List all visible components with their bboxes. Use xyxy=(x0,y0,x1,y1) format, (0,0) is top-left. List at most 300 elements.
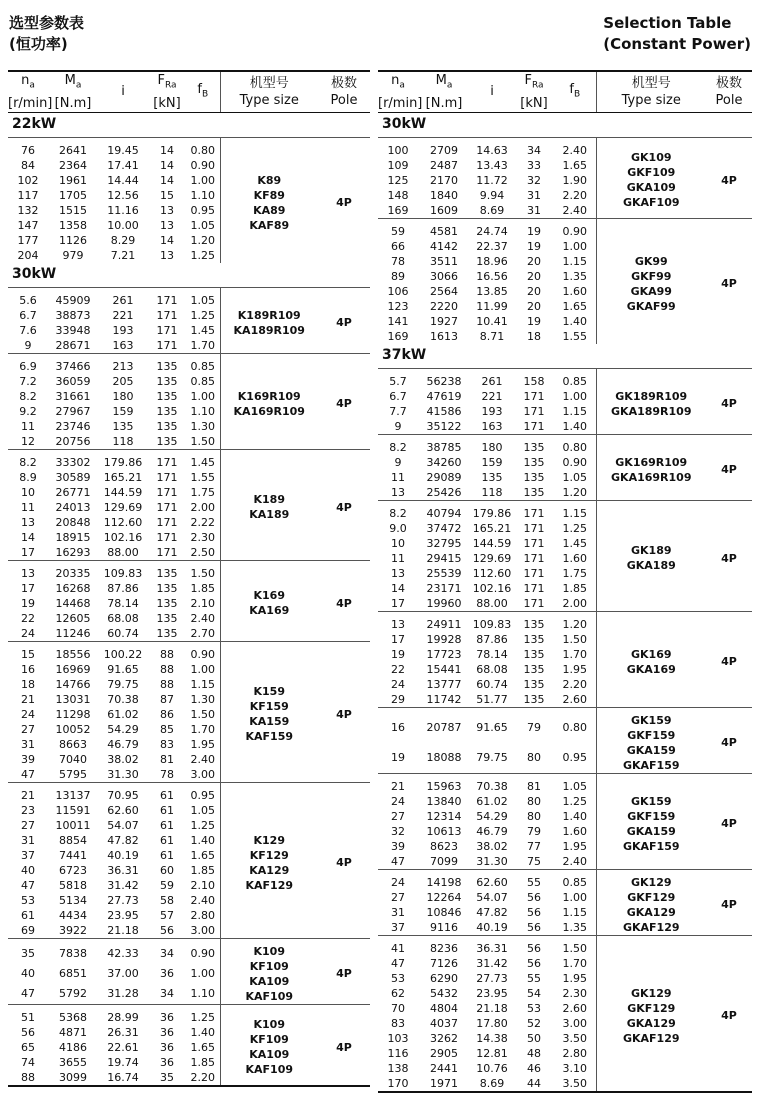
fb-value: 1.40 xyxy=(190,1025,215,1039)
pole-value: 4P xyxy=(336,316,352,330)
ratio-value: 180 xyxy=(481,440,503,454)
ratio-value: 135 xyxy=(112,419,134,433)
header-na-subscript: a xyxy=(399,80,405,91)
fb-value: 1.85 xyxy=(190,1055,215,1069)
header-pole-en: Pole xyxy=(330,92,358,108)
na-value: 24 xyxy=(391,794,405,808)
ma-value: 2564 xyxy=(430,284,458,298)
fb-value: 1.00 xyxy=(562,389,587,403)
ma-value: 1515 xyxy=(59,203,87,217)
ratio-value: 36.31 xyxy=(107,863,139,877)
table-row xyxy=(8,944,370,964)
type-size-cell xyxy=(596,779,706,870)
type-size-name: KAF159 xyxy=(245,730,293,744)
fra-value: 57 xyxy=(160,908,174,922)
fra-value: 14 xyxy=(160,233,174,247)
ma-value: 5134 xyxy=(59,893,87,907)
type-size-name: GKA159 xyxy=(626,743,676,757)
ratio-value: 91.65 xyxy=(476,720,508,734)
fb-value: 1.20 xyxy=(190,233,215,247)
fra-value: 171 xyxy=(523,536,545,550)
ratio-value: 8.69 xyxy=(479,1076,505,1090)
fra-value: 34 xyxy=(160,987,174,1001)
fra-value: 36 xyxy=(160,1010,174,1024)
ratio-value: 91.65 xyxy=(107,662,139,676)
ratio-value: 261 xyxy=(112,293,134,307)
ratio-value: 78.14 xyxy=(107,596,139,610)
fb-value: 1.45 xyxy=(190,323,215,337)
ratio-value: 26.31 xyxy=(107,1025,139,1039)
pole-value: 4P xyxy=(336,967,352,981)
ma-value: 979 xyxy=(62,248,84,262)
ma-value: 6723 xyxy=(59,863,87,877)
ma-value: 5818 xyxy=(59,878,87,892)
ma-value: 13777 xyxy=(426,677,462,691)
fb-value: 1.15 xyxy=(562,404,587,418)
fb-value: 0.90 xyxy=(190,158,215,172)
ma-value: 45909 xyxy=(55,293,91,307)
na-value: 27 xyxy=(391,890,405,904)
fra-value: 135 xyxy=(156,596,178,610)
fb-value: 1.05 xyxy=(562,779,587,793)
ma-value: 34260 xyxy=(426,455,462,469)
na-value: 31 xyxy=(21,737,35,751)
title-chinese xyxy=(9,13,84,55)
fb-value: 2.80 xyxy=(190,908,215,922)
ratio-value: 60.74 xyxy=(476,677,508,691)
ratio-value: 16.74 xyxy=(107,1070,139,1084)
header-type xyxy=(220,71,318,112)
ma-value: 3066 xyxy=(430,269,458,283)
ma-value: 3922 xyxy=(59,923,87,937)
na-value: 8.2 xyxy=(19,455,37,469)
fb-value: 1.25 xyxy=(190,818,215,832)
ma-value: 2487 xyxy=(430,158,458,172)
table-row xyxy=(8,647,370,662)
na-value: 102 xyxy=(17,173,39,187)
ratio-value: 38.02 xyxy=(107,752,139,766)
table-row xyxy=(8,788,370,803)
fb-value: 1.95 xyxy=(562,971,587,985)
ma-value: 6290 xyxy=(430,971,458,985)
fb-value: 1.85 xyxy=(190,581,215,595)
fra-value: 20 xyxy=(527,299,541,313)
ratio-value: 27.73 xyxy=(107,893,139,907)
fb-value: 1.55 xyxy=(190,470,215,484)
ma-value: 1358 xyxy=(59,218,87,232)
ratio-value: 221 xyxy=(112,308,134,322)
header-row xyxy=(378,71,752,112)
ratio-value: 68.08 xyxy=(107,611,139,625)
table-header xyxy=(8,71,370,112)
ratio-value: 109.83 xyxy=(103,566,143,580)
ma-value: 41586 xyxy=(426,404,462,418)
fb-value: 1.15 xyxy=(562,905,587,919)
fra-value: 135 xyxy=(523,632,545,646)
table-row xyxy=(378,875,752,890)
ratio-value: 16.56 xyxy=(476,269,508,283)
fb-value: 1.25 xyxy=(562,794,587,808)
type-size-name: K129 xyxy=(253,833,285,847)
ma-value: 20848 xyxy=(55,515,91,529)
na-value: 16 xyxy=(21,662,35,676)
fra-value: 171 xyxy=(156,485,178,499)
ratio-value: 38.02 xyxy=(476,839,508,853)
ma-value: 28671 xyxy=(55,338,91,352)
na-value: 78 xyxy=(391,254,405,268)
na-value: 6.7 xyxy=(389,389,407,403)
fb-value: 1.40 xyxy=(562,419,587,433)
fra-value: 31 xyxy=(527,188,541,202)
fra-value: 55 xyxy=(527,875,541,889)
na-value: 21 xyxy=(21,692,35,706)
fra-value: 135 xyxy=(523,692,545,706)
na-value: 17 xyxy=(391,596,405,610)
header-i-symbol: i xyxy=(121,84,125,100)
na-value: 18 xyxy=(21,677,35,691)
type-size-name: K169R109 xyxy=(237,389,301,403)
fra-value: 171 xyxy=(523,404,545,418)
power-section-row xyxy=(8,263,370,288)
ma-value: 1613 xyxy=(430,329,458,343)
pole-value: 4P xyxy=(721,655,737,669)
na-value: 132 xyxy=(17,203,39,217)
na-value: 47 xyxy=(391,956,405,970)
na-value: 24 xyxy=(21,707,35,721)
ratio-value: 23.95 xyxy=(476,986,508,1000)
pole-value: 4P xyxy=(721,463,737,477)
type-size-name: GKA159 xyxy=(626,824,676,838)
ma-value: 13840 xyxy=(426,794,462,808)
ma-value: 33948 xyxy=(55,323,91,337)
ma-value: 10846 xyxy=(426,905,462,919)
type-size-name: KF159 xyxy=(249,700,289,714)
pole-value: 4P xyxy=(336,596,352,610)
ratio-value: 21.18 xyxy=(107,923,139,937)
type-size-name: KA159 xyxy=(249,715,290,729)
fra-value: 80 xyxy=(527,750,541,764)
fra-value: 85 xyxy=(160,722,174,736)
table-row xyxy=(378,440,752,455)
ma-value: 25539 xyxy=(426,566,462,580)
table-row xyxy=(378,224,752,239)
header-na-unit: [r/min] xyxy=(8,95,53,111)
fra-value: 171 xyxy=(523,419,545,433)
ma-value: 2220 xyxy=(430,299,458,313)
ma-value: 12605 xyxy=(55,611,91,625)
type-size-name: KA169 xyxy=(249,604,290,618)
ratio-value: 11.16 xyxy=(107,203,139,217)
header-pole-cn: 极数 xyxy=(715,75,742,91)
na-value: 6.7 xyxy=(19,308,37,322)
ma-value: 12264 xyxy=(426,890,462,904)
ratio-value: 22.37 xyxy=(476,239,508,253)
fb-value: 2.22 xyxy=(190,515,215,529)
type-size-name: KA189R109 xyxy=(233,323,305,337)
na-value: 17 xyxy=(391,632,405,646)
power-section-label: 30kW xyxy=(8,263,370,288)
na-value: 70 xyxy=(391,1001,405,1015)
ratio-value: 79.75 xyxy=(107,677,139,691)
fb-value: 1.65 xyxy=(190,848,215,862)
ratio-value: 10.41 xyxy=(476,314,508,328)
pole-value: 4P xyxy=(336,196,352,210)
fb-value: 1.20 xyxy=(562,485,587,499)
fb-value: 1.15 xyxy=(190,677,215,691)
ma-value: 37466 xyxy=(55,359,91,373)
fra-value: 171 xyxy=(156,293,178,307)
ma-value: 1609 xyxy=(430,203,458,217)
fb-value: 1.40 xyxy=(562,314,587,328)
header-fra xyxy=(148,71,186,112)
fra-value: 35 xyxy=(160,1070,174,1084)
fra-value: 48 xyxy=(527,1046,541,1060)
na-value: 15 xyxy=(21,647,35,661)
na-value: 12 xyxy=(21,434,35,448)
ma-value: 4037 xyxy=(430,1016,458,1030)
fb-value: 1.00 xyxy=(562,890,587,904)
fra-value: 135 xyxy=(523,455,545,469)
header-na-symbol: n xyxy=(21,73,30,88)
fra-value: 54 xyxy=(527,986,541,1000)
fb-value: 2.60 xyxy=(562,1001,587,1015)
table-row xyxy=(378,143,752,158)
title-cn-line1: 选型参数表 xyxy=(9,14,85,32)
fra-value: 81 xyxy=(160,752,174,766)
na-value: 204 xyxy=(17,248,39,262)
na-value: 117 xyxy=(17,188,39,202)
header-fb-symbol: f xyxy=(569,81,574,97)
ma-value: 1961 xyxy=(59,173,87,187)
ma-value: 24013 xyxy=(55,500,91,514)
fra-value: 135 xyxy=(156,611,178,625)
type-size-cell xyxy=(596,440,706,501)
ratio-value: 261 xyxy=(481,374,503,388)
na-value: 8.2 xyxy=(389,440,407,454)
fb-value: 1.00 xyxy=(190,389,215,403)
ma-value: 38785 xyxy=(426,440,462,454)
fb-value: 2.00 xyxy=(190,500,215,514)
na-value: 21 xyxy=(391,779,405,793)
ratio-value: 118 xyxy=(112,434,134,448)
ratio-value: 10.76 xyxy=(476,1061,508,1075)
ratio-value: 87.86 xyxy=(476,632,508,646)
fb-value: 1.15 xyxy=(562,506,587,520)
fb-value: 3.00 xyxy=(190,767,215,781)
ratio-value: 14.63 xyxy=(476,143,508,157)
na-value: 53 xyxy=(391,971,405,985)
header-row xyxy=(8,71,370,112)
fb-value: 1.90 xyxy=(562,173,587,187)
type-size-name: KA169R109 xyxy=(233,404,305,418)
table-row xyxy=(378,713,752,743)
type-size-cell xyxy=(596,941,706,1092)
fra-value: 135 xyxy=(156,359,178,373)
na-value: 17 xyxy=(21,581,35,595)
na-value: 14 xyxy=(21,530,35,544)
ma-value: 2905 xyxy=(430,1046,458,1060)
na-value: 22 xyxy=(21,611,35,625)
header-fra-symbol: F xyxy=(157,73,165,88)
na-value: 106 xyxy=(387,284,409,298)
fra-value: 135 xyxy=(523,485,545,499)
na-value: 8.2 xyxy=(19,389,37,403)
fra-value: 34 xyxy=(160,947,174,961)
fb-value: 1.30 xyxy=(190,419,215,433)
header-ma-unit: [N.m] xyxy=(425,95,463,111)
ma-value: 47619 xyxy=(426,389,462,403)
fra-value: 171 xyxy=(156,470,178,484)
type-size-cell xyxy=(220,143,318,263)
fb-value: 1.25 xyxy=(190,308,215,322)
fra-value: 88 xyxy=(160,662,174,676)
fb-value: 0.80 xyxy=(562,440,587,454)
ma-value: 1126 xyxy=(59,233,87,247)
pole-value: 4P xyxy=(721,551,737,565)
ratio-value: 46.79 xyxy=(107,737,139,751)
type-size-name: KAF109 xyxy=(245,1063,293,1077)
fra-value: 81 xyxy=(527,779,541,793)
type-size-name: GK109 xyxy=(630,151,672,165)
na-value: 13 xyxy=(21,515,35,529)
fra-value: 158 xyxy=(523,374,545,388)
pole-value: 4P xyxy=(721,898,737,912)
ma-value: 20335 xyxy=(55,566,91,580)
ma-value: 7099 xyxy=(430,854,458,868)
na-value: 116 xyxy=(387,1046,409,1060)
power-section-row xyxy=(378,344,752,369)
ma-value: 27967 xyxy=(55,404,91,418)
type-size-cell xyxy=(220,566,318,642)
fb-value: 1.40 xyxy=(190,833,215,847)
ma-value: 13031 xyxy=(55,692,91,706)
ma-value: 15441 xyxy=(426,662,462,676)
ma-value: 18556 xyxy=(55,647,91,661)
na-value: 76 xyxy=(21,143,35,157)
fb-value: 2.10 xyxy=(190,596,215,610)
fb-value: 3.50 xyxy=(562,1076,587,1090)
type-size-name: KAF129 xyxy=(245,878,293,892)
ratio-value: 70.38 xyxy=(107,692,139,706)
header-na xyxy=(8,71,53,112)
na-value: 27 xyxy=(391,809,405,823)
ratio-value: 40.19 xyxy=(476,920,508,934)
na-value: 169 xyxy=(387,203,409,217)
type-size-name: K109 xyxy=(253,944,285,958)
type-size-name: GKA99 xyxy=(630,284,672,298)
ma-value: 14766 xyxy=(55,677,91,691)
ratio-value: 163 xyxy=(112,338,134,352)
ratio-value: 79.75 xyxy=(476,750,508,764)
na-value: 39 xyxy=(391,839,405,853)
ratio-value: 87.86 xyxy=(107,581,139,595)
na-value: 11 xyxy=(21,500,35,514)
title-en-line1: Selection Table xyxy=(603,14,732,32)
na-value: 39 xyxy=(21,752,35,766)
na-value: 29 xyxy=(391,692,405,706)
na-value: 6.9 xyxy=(19,359,37,373)
fb-value: 1.10 xyxy=(190,404,215,418)
fb-value: 1.60 xyxy=(562,551,587,565)
ma-value: 29089 xyxy=(426,470,462,484)
fra-value: 135 xyxy=(156,404,178,418)
header-ma xyxy=(48,71,98,112)
na-value: 59 xyxy=(391,224,405,238)
fra-value: 34 xyxy=(527,143,541,157)
table-row xyxy=(8,359,370,374)
fra-value: 171 xyxy=(156,515,178,529)
ma-value: 2709 xyxy=(430,143,458,157)
ma-value: 56238 xyxy=(426,374,462,388)
type-size-name: K169 xyxy=(253,589,285,603)
selection-table-right xyxy=(378,70,752,1093)
ratio-value: 12.81 xyxy=(476,1046,508,1060)
fra-value: 171 xyxy=(156,323,178,337)
na-value: 19 xyxy=(391,750,405,764)
type-size-name: GKAF109 xyxy=(622,196,680,210)
ma-value: 7441 xyxy=(59,848,87,862)
ratio-value: 14.44 xyxy=(107,173,139,187)
fra-value: 55 xyxy=(527,971,541,985)
ma-value: 8663 xyxy=(59,737,87,751)
fra-value: 171 xyxy=(156,455,178,469)
table-header xyxy=(378,71,752,112)
type-size-name: GKAF129 xyxy=(622,920,680,934)
fra-value: 20 xyxy=(527,254,541,268)
na-value: 65 xyxy=(21,1040,35,1054)
ratio-value: 10.00 xyxy=(107,218,139,232)
ratio-value: 54.29 xyxy=(476,809,508,823)
fra-value: 61 xyxy=(160,788,174,802)
fb-value: 0.90 xyxy=(190,947,215,961)
fra-value: 171 xyxy=(523,596,545,610)
type-size-name: GK159 xyxy=(630,713,672,727)
na-value: 8.2 xyxy=(389,506,407,520)
ma-value: 5795 xyxy=(59,767,87,781)
na-value: 11 xyxy=(391,470,405,484)
na-value: 62 xyxy=(391,986,405,1000)
na-value: 61 xyxy=(21,908,35,922)
type-size-cell xyxy=(596,617,706,708)
ratio-value: 213 xyxy=(112,359,134,373)
pole-value: 4P xyxy=(721,397,737,411)
ma-value: 26771 xyxy=(55,485,91,499)
na-value: 47 xyxy=(21,878,35,892)
ma-value: 7040 xyxy=(59,752,87,766)
fb-value: 1.70 xyxy=(190,338,215,352)
fra-value: 18 xyxy=(527,329,541,343)
ma-value: 14198 xyxy=(426,875,462,889)
na-value: 21 xyxy=(21,788,35,802)
fb-value: 1.50 xyxy=(190,434,215,448)
fb-value: 1.20 xyxy=(562,617,587,631)
na-value: 9.2 xyxy=(19,404,37,418)
ratio-value: 14.38 xyxy=(476,1031,508,1045)
header-fra-unit: [kN] xyxy=(520,95,548,111)
fb-value: 1.10 xyxy=(190,987,215,1001)
type-size-name: GK129 xyxy=(630,875,672,889)
ratio-value: 68.08 xyxy=(476,662,508,676)
type-size-cell xyxy=(220,359,318,450)
fra-value: 36 xyxy=(160,1040,174,1054)
ratio-value: 179.86 xyxy=(103,455,143,469)
ratio-value: 70.95 xyxy=(107,788,139,802)
type-size-name: GKA189 xyxy=(626,559,676,573)
na-value: 40 xyxy=(21,967,35,980)
ratio-value: 118 xyxy=(481,485,503,499)
type-size-name: K189 xyxy=(253,493,285,507)
ma-value: 10613 xyxy=(426,824,462,838)
